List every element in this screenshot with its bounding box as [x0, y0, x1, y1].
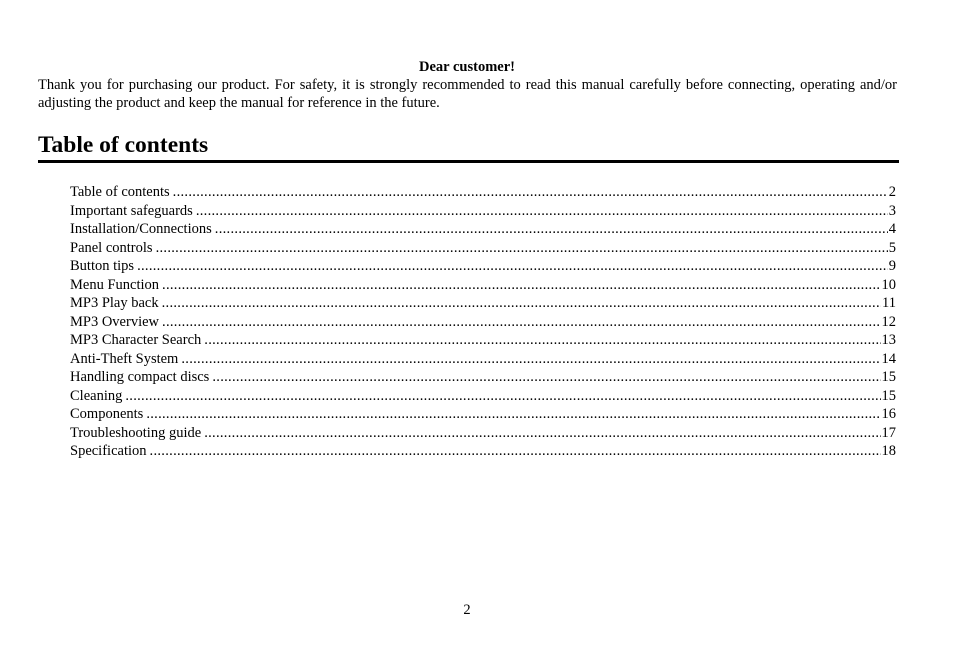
toc-entry[interactable]	[70, 202, 896, 221]
toc-entry[interactable]	[70, 276, 896, 295]
greeting: Dear customer!	[419, 59, 515, 75]
toc-entry-page: 10	[881, 276, 896, 293]
toc-dot-leader	[204, 424, 880, 443]
toc-dot-leader	[125, 387, 880, 406]
toc-heading: Table of contents	[38, 132, 209, 158]
page-number: 2	[463, 602, 471, 618]
toc-entry-title: Button tips	[70, 258, 135, 274]
toc-entry[interactable]	[70, 368, 896, 387]
toc-entry-page: 18	[881, 443, 896, 459]
toc-entry[interactable]	[70, 331, 896, 350]
toc-entry[interactable]	[70, 183, 896, 202]
toc-entry[interactable]	[70, 313, 896, 332]
toc-entry-page: 5	[888, 239, 896, 256]
toc-dot-leader	[146, 405, 880, 424]
toc-entry-title: Components	[70, 406, 144, 422]
toc-dot-leader	[150, 442, 881, 461]
toc-entry-title: Specification	[70, 443, 147, 459]
toc-entry-title: MP3 Overview	[70, 313, 160, 330]
toc-entry[interactable]	[70, 405, 896, 424]
toc-entry[interactable]	[70, 220, 896, 239]
toc-entry[interactable]	[70, 424, 896, 443]
toc-entry-page: 16	[881, 406, 896, 422]
toc-dot-leader	[137, 257, 888, 276]
toc-entry-title: Important safeguards	[70, 202, 193, 219]
toc-dot-leader	[212, 368, 880, 387]
toc-dot-leader	[162, 276, 880, 295]
toc-entry-title: Installation/Connections	[70, 221, 212, 237]
heading-rule	[38, 160, 899, 163]
toc-entry[interactable]	[70, 239, 896, 258]
toc-entry-title: Anti-Theft System	[70, 350, 179, 367]
toc-dot-leader	[204, 331, 880, 350]
toc-entry[interactable]	[70, 442, 896, 461]
toc-list	[70, 183, 896, 461]
toc-entry-page: 9	[888, 258, 896, 274]
toc-dot-leader	[215, 220, 888, 239]
toc-entry[interactable]	[70, 350, 896, 369]
toc-entry-title: Table of contents	[70, 184, 170, 200]
toc-dot-leader	[181, 350, 880, 369]
toc-entry-title: MP3 Character Search	[70, 332, 202, 348]
toc-entry-page: 11	[882, 295, 896, 311]
toc-entry-title: Handling compact discs	[70, 369, 210, 385]
toc-entry-page: 13	[881, 332, 896, 348]
toc-entry-page: 12	[881, 313, 896, 330]
toc-dot-leader	[196, 202, 888, 221]
intro-paragraph: Thank you for purchasing our product. For safety, it is strongly recommended to read this manual carefully before connecting, operating and/or adjusting the product and keep the manual for reference in the future.	[38, 77, 897, 111]
toc-entry-title: Cleaning	[70, 387, 123, 404]
toc-entry-page: 4	[888, 221, 896, 237]
toc-entry-page: 15	[881, 369, 896, 385]
toc-entry-page: 3	[888, 202, 896, 219]
toc-dot-leader	[162, 294, 881, 313]
toc-entry-page: 14	[881, 350, 896, 367]
toc-entry-title: MP3 Play back	[70, 295, 159, 311]
toc-entry-page: 2	[888, 184, 896, 200]
toc-entry-title: Panel controls	[70, 239, 153, 256]
toc-entry-title: Menu Function	[70, 276, 160, 293]
toc-entry-page: 17	[881, 424, 896, 441]
toc-dot-leader	[162, 313, 880, 332]
toc-entry[interactable]	[70, 294, 896, 313]
toc-entry-page: 15	[881, 387, 896, 404]
toc-dot-leader	[173, 183, 888, 202]
toc-dot-leader	[156, 239, 888, 258]
toc-entry[interactable]	[70, 387, 896, 406]
toc-entry[interactable]	[70, 257, 896, 276]
toc-entry-title: Troubleshooting guide	[70, 424, 202, 441]
